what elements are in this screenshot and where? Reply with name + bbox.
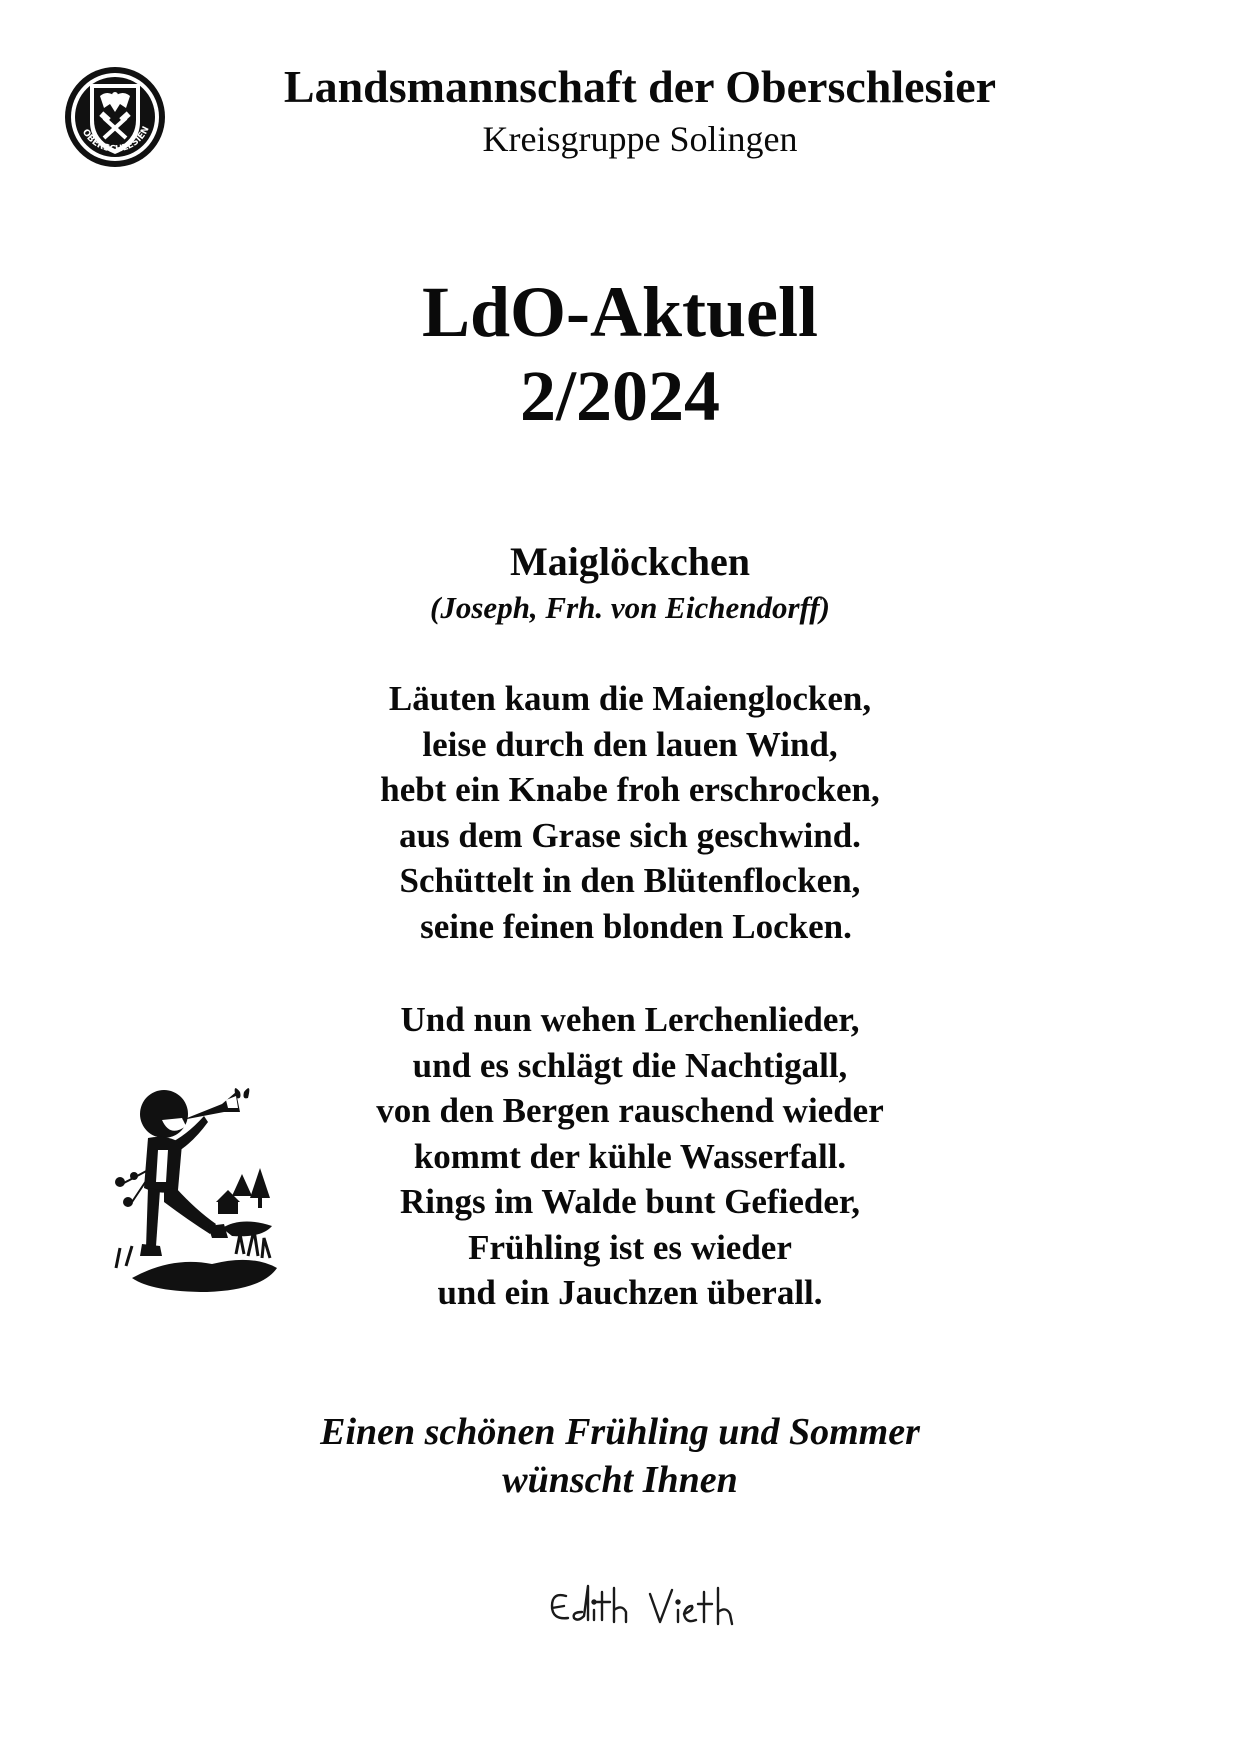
organization-subtitle: Kreisgruppe Solingen — [482, 119, 798, 159]
poem-verse: Und nun wehen Lerchenlieder, — [400, 1000, 860, 1039]
poem-verse: Schüttelt in den Blütenflocken, — [399, 861, 861, 900]
poem-stanza-1 — [240, 676, 1020, 949]
poem-verse: leise durch den lauen Wind, — [422, 724, 838, 764]
poem-verse: aus dem Grase sich geschwind. — [399, 815, 861, 855]
boy-with-trumpet-icon — [112, 1078, 287, 1296]
title-line-2: 2/2024 — [519, 356, 720, 436]
poem-title: Maiglöckchen — [510, 539, 750, 584]
poem-verse: und ein Jauchzen überall. — [437, 1273, 823, 1312]
title-line-1: LdO-Aktuell — [421, 272, 819, 352]
poem-verse: kommt der kühle Wasserfall. — [413, 1136, 847, 1176]
organization-name: Landsmannschaft der Oberschlesier — [283, 61, 997, 112]
crest-icon — [60, 62, 170, 172]
closing-greeting — [0, 1408, 1240, 1504]
header — [200, 60, 1080, 160]
poem-verse: seine feinen blonden Locken. — [420, 906, 852, 946]
poem-stanza-2 — [240, 997, 1020, 1316]
poem-author: (Joseph, Frh. von Eichendorff) — [430, 590, 830, 625]
poem-verse: Läuten kaum die Maienglocken, — [388, 679, 872, 718]
closing-line-1: Einen schönen Frühling und Sommer — [320, 1411, 920, 1453]
closing-line-2: wünscht Ihnen — [502, 1459, 738, 1501]
poem-verse: hebt ein Knabe froh erschrocken, — [380, 770, 880, 809]
poem-verse: Frühling ist es wieder — [468, 1227, 792, 1267]
newsletter-title — [0, 270, 1240, 438]
poem-verse: Rings im Walde bunt Gefieder, — [400, 1182, 860, 1221]
poem-verse: von den Bergen rauschend wieder — [376, 1091, 884, 1130]
crest-text: OBERSCHLESIEN — [79, 125, 152, 155]
poem-verse: und es schlägt die Nachtigall, — [412, 1045, 848, 1085]
poem — [240, 538, 1020, 1316]
signature-icon — [530, 1566, 750, 1642]
